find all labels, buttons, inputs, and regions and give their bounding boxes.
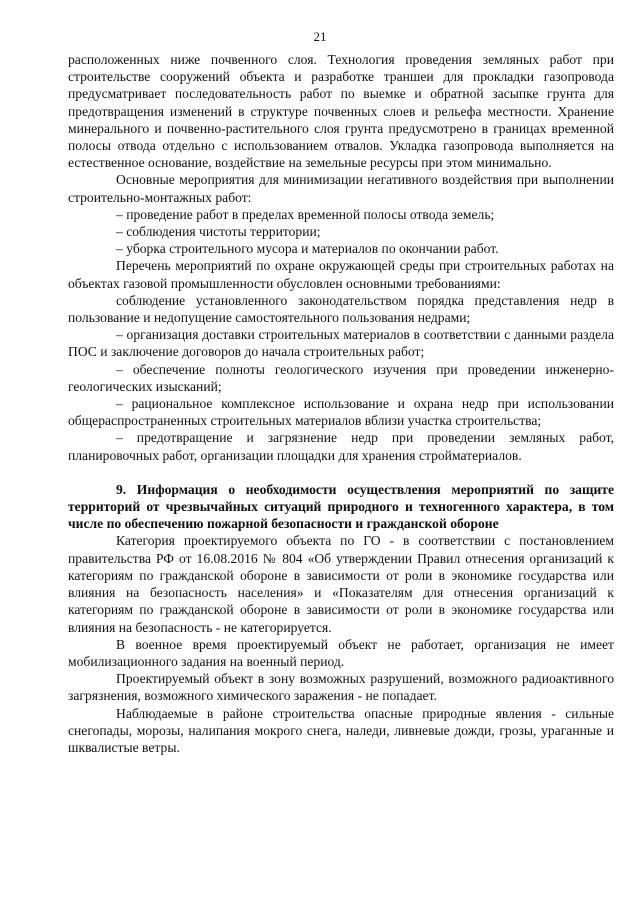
list-item: соблюдение установленного законодательством порядка представления недр в пользование и недопущение самостоятельного пользования недрами; [68, 292, 614, 326]
paragraph-natural-hazards: Наблюдаемые в районе строительства опасные природные явления - сильные снегопады, морозы, налипания мокрого снега, наледи, ливневые дожди, грозы, ураганные и шквалистые ветры. [68, 705, 614, 755]
page-number: 21 [313, 29, 327, 44]
paragraph-main-measures: Основные мероприятия для минимизации негативного воздействия при выполнении строительно-монтажных работ: [68, 172, 614, 205]
list-item: – организация доставки строительных материалов в соответствии с данными раздела ПОС и заключение договоров до начала строительных работ; [68, 327, 614, 360]
list-item: – обеспечение полноты геологического изучения при проведении инженерно-геологических изысканий; [68, 361, 614, 394]
list-item: – предотвращение и загрязнение недр при проведении земляных работ, планировочных работ, организации площадки для хранения стройматериалов. [68, 430, 614, 463]
list-item: – соблюдения чистоты территории; [116, 224, 321, 240]
paragraph-go-category: Категория проектируемого объекта по ГО - в соответствии с постановлением правительства РФ от 16.08.2016 № 804 «Об утверждении Правил отнесения организаций к категориям по гражданской обороне в зависимости от роли в экономике государства или влияния на безопасность населения» и «Показателям для отнесения организаций к категориям по гражданской обороне в зависимости от роли в экономике государства или влияния на безопасность - не категорируется. [68, 533, 614, 635]
list-item: – рациональное комплексное использование и охрана недр при использовании общераспространенных строительных материалов вблизи участка строительства; [68, 396, 614, 429]
list-item: – проведение работ в пределах временной полосы отвода земель; [116, 206, 495, 222]
list-item: – уборка строительного мусора и материалов по окончании работ. [116, 241, 499, 257]
paragraph-danger-zone: Проектируемый объект в зону возможных разрушений, возможного радиоактивного загрязнения, возможного химического заражения - не попадает. [68, 671, 614, 704]
section-heading: 9. Информация о необходимости осуществления мероприятий по защите территорий от чрезвычайных ситуаций природного и техногенного характера, в том числе по обеспечению пожарной безопасности и гражданской обороне [68, 481, 614, 532]
page-content [68, 51, 614, 756]
paragraph-continuation: расположенных ниже почвенного слоя. Технология проведения земляных работ при строительстве сооружений объекта и разработке траншеи для прокладки газопровода предусматривает последовательность работ по выемке и обратной засыпке грунта для предотвращения изменений в структуре почвенных слоев и рельефа местности. Хранение минерального и почвенно-растительного слоя грунта предусмотрено в границах временной полосы отвода отдельно с использованием отвалов. Укладка газопровода выполняется на естественное основание, воздействие на земельные ресурсы при этом минимально. [68, 52, 614, 171]
paragraph-requirements: Перечень мероприятий по охране окружающей среды при строительных работах на объектах газовой промышленности обусловлен основными требованиями: [68, 258, 614, 291]
paragraph-wartime: В военное время проектируемый объект не работает, организация не имеет мобилизационного задания на военный период. [68, 636, 614, 669]
